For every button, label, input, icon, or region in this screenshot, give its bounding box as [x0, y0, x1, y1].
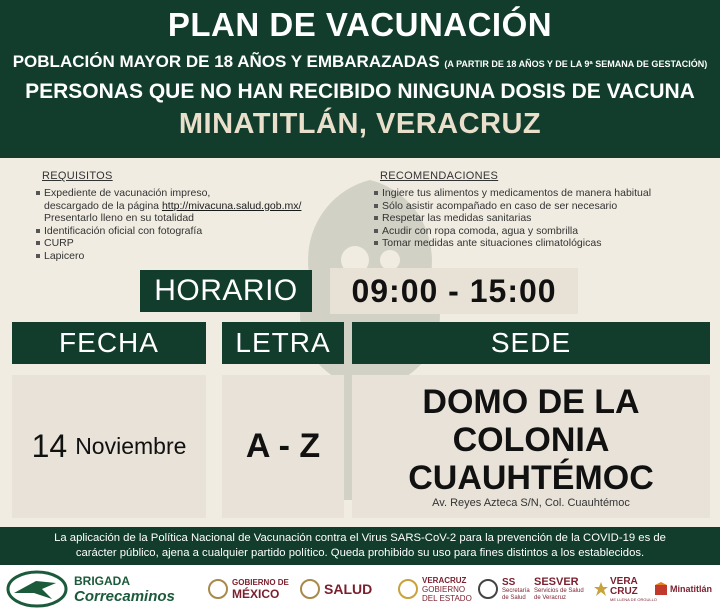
de-veracruz-text: de Veracruz [534, 595, 567, 601]
population-text: POBLACIÓN MAYOR DE 18 AÑOS Y EMBARAZADAS [12, 52, 440, 71]
header-banner [0, 0, 720, 158]
list-item: Respetar las medidas sanitarias [374, 212, 704, 225]
download-text: descargado de la página [44, 199, 160, 212]
veracruz-text: VERACRUZ [422, 575, 467, 585]
ss-seal-icon [478, 579, 498, 599]
fecha-month: Noviembre [75, 433, 187, 459]
star-icon [594, 582, 608, 596]
roadrunner-icon [6, 569, 68, 609]
list-item-continuation [36, 200, 356, 213]
list-item: Identificación oficial con fotografía [36, 225, 356, 238]
servicios-text: Servicios de Salud [534, 588, 584, 594]
estado-text: DEL ESTADO [422, 593, 472, 603]
requisitos-list [36, 187, 356, 262]
recomendaciones-title: RECOMENDACIONES [380, 170, 499, 182]
fecha-day: 14 [31, 428, 68, 464]
horario-label: HORARIO [140, 270, 312, 312]
sesver-logo [534, 565, 584, 613]
requisitos-title: REQUISITOS [42, 170, 113, 182]
fecha-header: FECHA [12, 322, 206, 364]
gobierno-text: GOBIERNO DE [232, 577, 289, 587]
list-item: Ingiere tus alimentos y medicamentos de manera habitual [374, 187, 704, 200]
disclaimer-line: carácter público, ajena a cualquier partido político. Queda prohibido su uso para fines distintos a los establecidos. [75, 547, 645, 559]
sede-name [352, 383, 710, 497]
sede-line: DOMO DE LA [422, 383, 640, 421]
salud-seal-icon [300, 579, 320, 599]
population-note: (A PARTIR DE 18 AÑOS Y DE LA 9ª SEMANA DE GESTACIÓN) [444, 59, 708, 69]
brigada-text: BRIGADA [74, 574, 130, 588]
secretaria-text: Secretaría [502, 587, 530, 594]
minatitlan-logo [654, 565, 712, 613]
ss-text: SS [502, 576, 516, 588]
mexico-text: MÉXICO [232, 586, 280, 601]
salud-logo [300, 565, 372, 613]
population-line [0, 52, 720, 72]
location-line: MINATITLÁN, VERACRUZ [178, 108, 542, 140]
mexico-seal-icon [208, 579, 228, 599]
list-item: Lapicero [36, 250, 356, 263]
legal-disclaimer [0, 527, 720, 565]
veracruz-orgullo-logo [594, 565, 657, 613]
minatitlan-emblem-icon [654, 582, 668, 596]
page-title: PLAN DE VACUNACIÓN [167, 6, 553, 43]
sede-cell [352, 375, 710, 518]
sesver-text: SESVER [534, 576, 579, 588]
gobierno-del-text: GOBIERNO [422, 584, 466, 594]
list-item: Acudir con ropa comoda, agua y sombrilla [374, 225, 704, 238]
letra-cell [222, 375, 344, 518]
recomendaciones-list [374, 187, 704, 250]
brigada-correcaminos-logo [6, 565, 175, 613]
horario-value: 09:00 - 15:00 [330, 268, 578, 314]
ss-logo [478, 565, 530, 613]
sede-line: COLONIA [452, 421, 610, 459]
logo-strip [0, 565, 720, 613]
gobierno-mexico-logo [208, 565, 289, 613]
list-item-continuation: Presentarlo lleno en su totalidad [44, 212, 195, 224]
cruz-text: CRUZ [610, 585, 638, 597]
veracruz-gobierno-logo [398, 565, 472, 613]
de-salud-text: de Salud [502, 594, 526, 601]
veracruz-shield-icon [398, 579, 418, 599]
no-dose-line: PERSONAS QUE NO HAN RECIBIDO NINGUNA DOSIS DE VACUNA [25, 80, 695, 103]
letra-value: A - Z [245, 427, 321, 465]
sede-address: Av. Reyes Azteca S/N, Col. Cuauhtémoc [432, 497, 630, 509]
fecha-value [12, 375, 206, 518]
disclaimer-line: La aplicación de la Política Nacional de Vacunación contra el Virus SARS-CoV-2 para la prevención de la COVID-19 es de [54, 532, 666, 544]
vera-text: VERA [610, 575, 638, 587]
letra-header: LETRA [222, 322, 344, 364]
sede-header: SEDE [352, 322, 710, 364]
orgullo-text: ME LLENA DE ORGULLO [610, 596, 657, 602]
fecha-cell [12, 375, 206, 518]
minatitlan-text: Minatitlán [670, 584, 712, 594]
correcaminos-text: Correcaminos [74, 588, 175, 605]
list-item: Expediente de vacunación impreso, [36, 187, 356, 200]
list-item: Tomar medidas ante situaciones climatológicas [374, 237, 704, 250]
list-item: CURP [36, 237, 356, 250]
salud-text: SALUD [324, 581, 373, 597]
mivacuna-link[interactable]: http://mivacuna.salud.gob.mx/ [161, 199, 302, 212]
sede-line: CUAUHTÉMOC [408, 459, 654, 497]
list-item: Sólo asistir acompañado en caso de ser necesario [374, 200, 704, 213]
